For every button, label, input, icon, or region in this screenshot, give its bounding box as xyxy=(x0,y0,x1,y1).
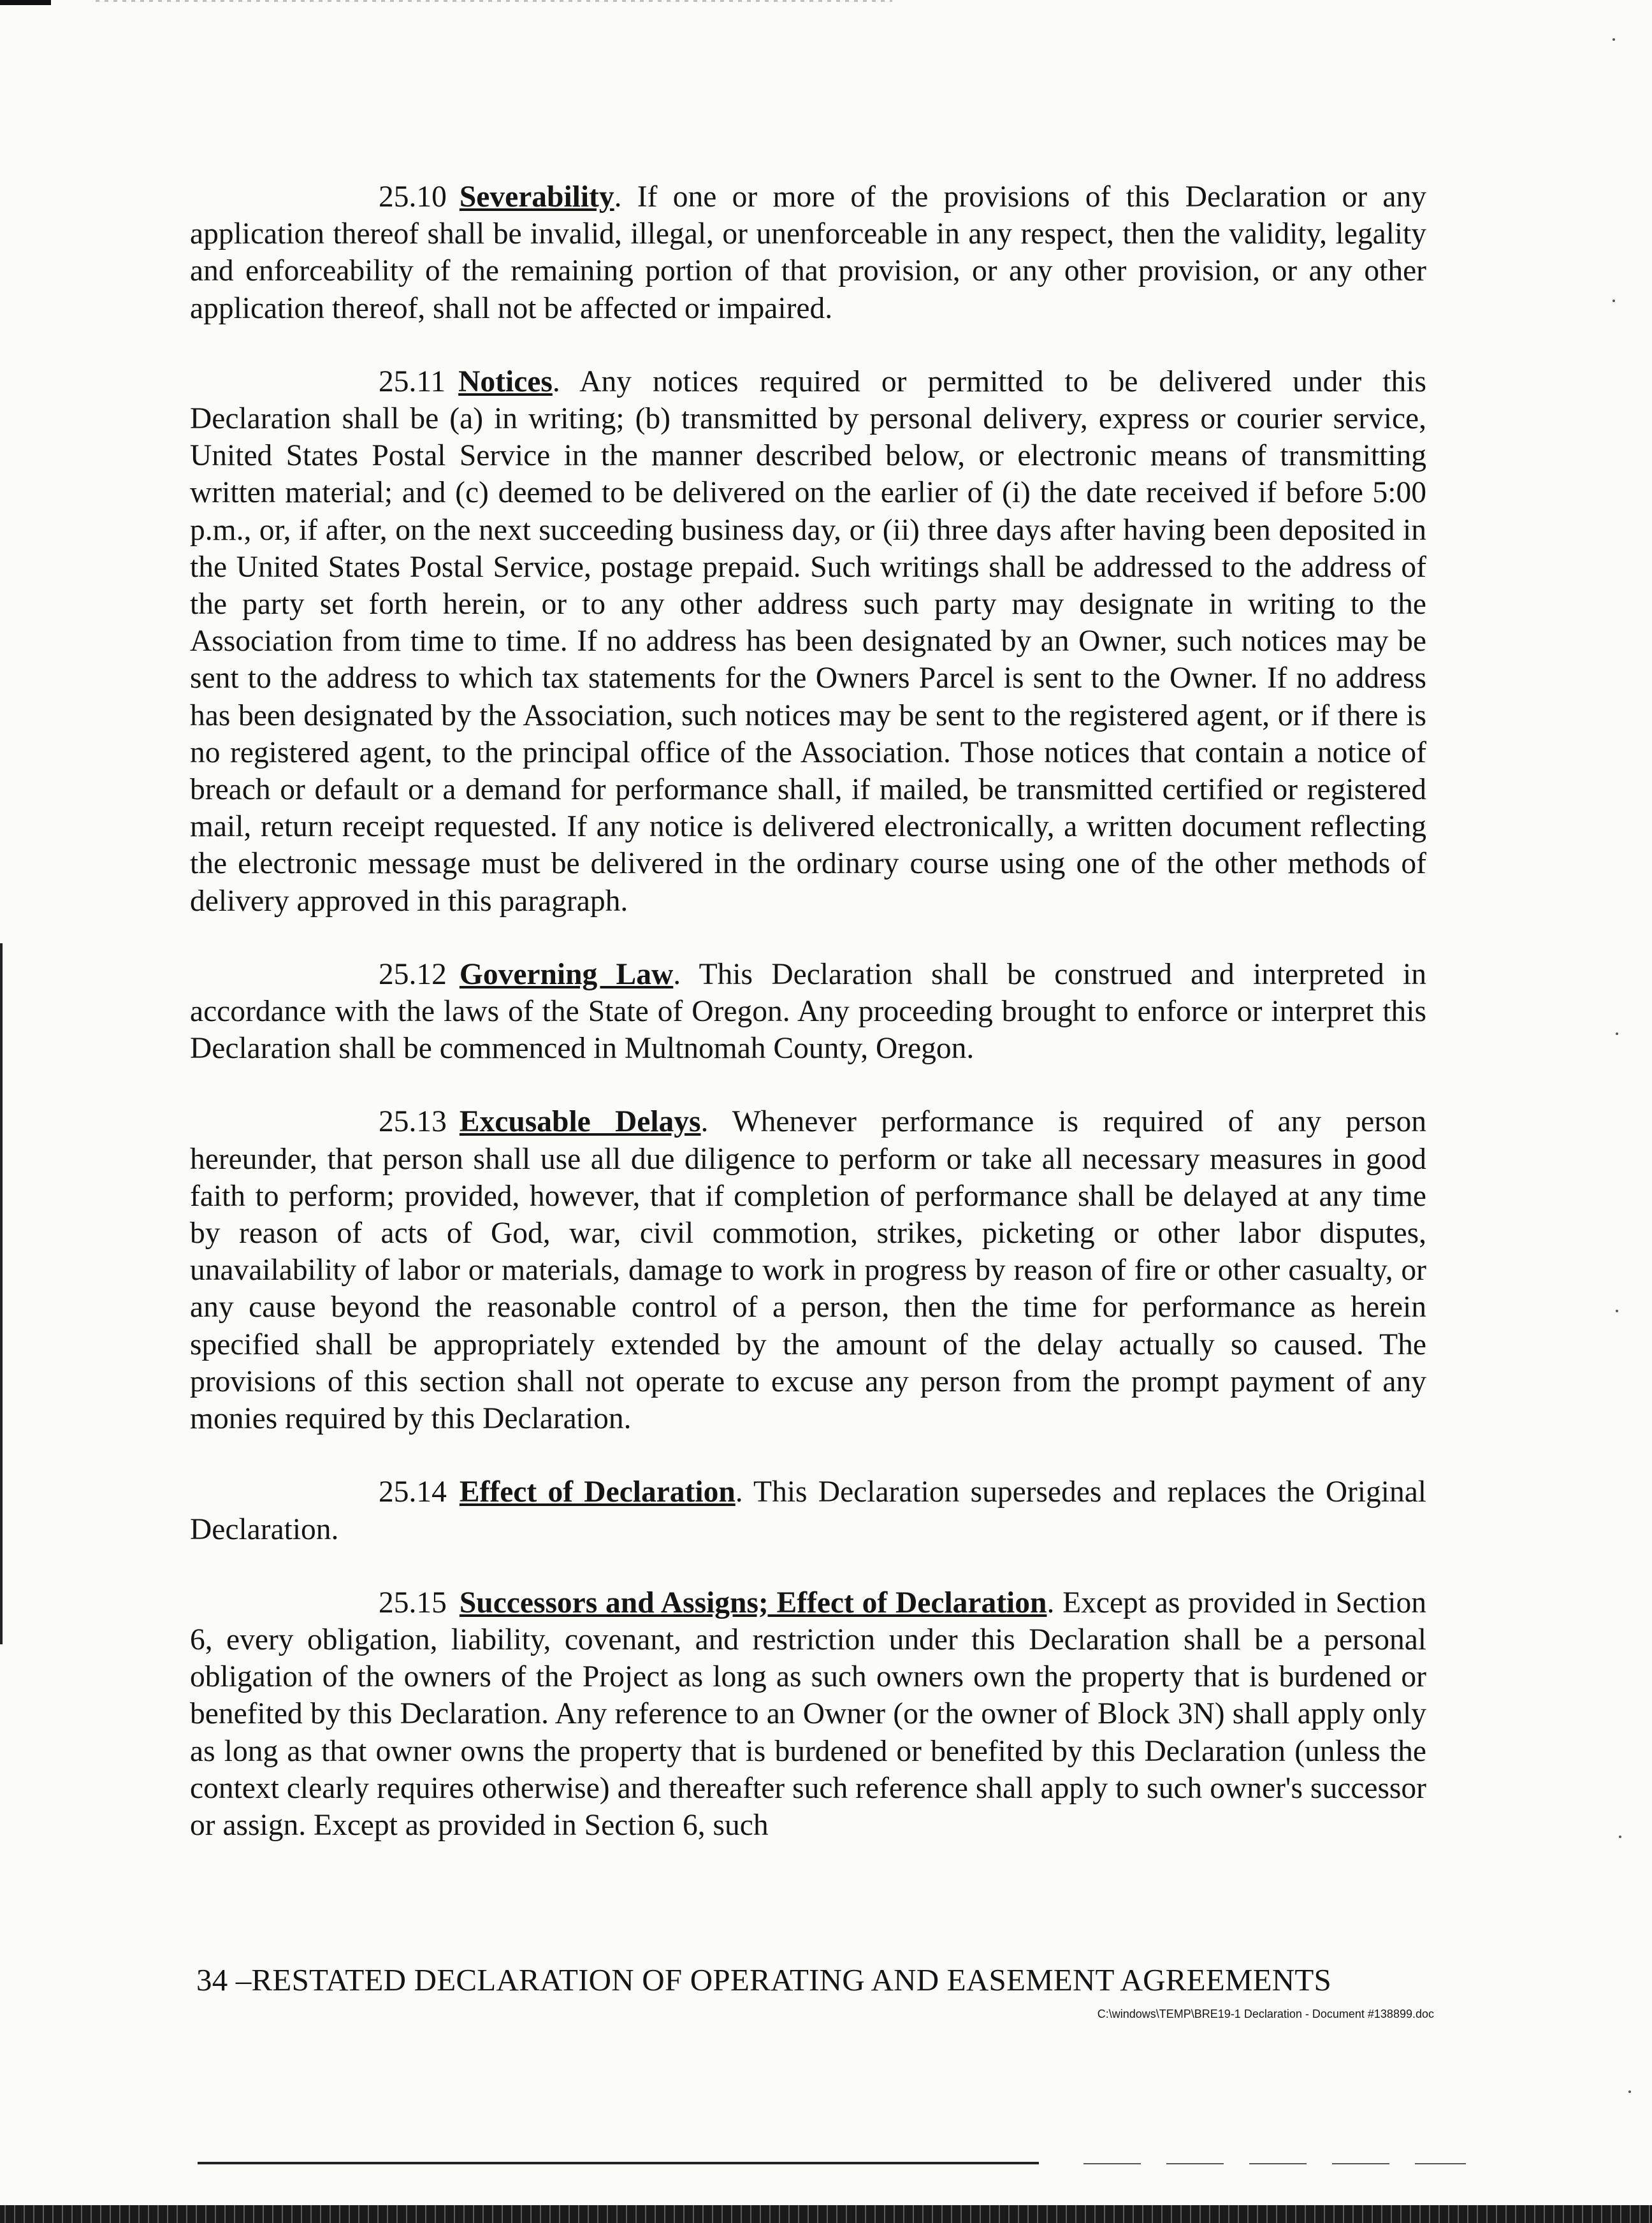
section-text: . If one or more of the provisions of this Declaration or any application thereof shall be invalid, illegal, or unenforceable in any respect, then the validity, legality and enforceability of the remaining portion of that provision, or any other provision, or any other application thereof, shall not be affected or impaired. xyxy=(190,180,1426,325)
section-heading: Notices xyxy=(458,365,553,398)
section-number: 25.11 xyxy=(379,365,446,398)
scan-noise xyxy=(96,0,892,2)
scan-bottom-artifact xyxy=(0,2205,1652,2223)
scan-speck xyxy=(1628,2090,1631,2093)
section-25-12 xyxy=(190,956,1426,1068)
section-number: 25.14 xyxy=(379,1475,447,1509)
section-25-10 xyxy=(190,178,1426,327)
scan-top-artifact xyxy=(0,0,1652,8)
scan-speck xyxy=(1612,38,1615,41)
section-text: . Any notices required or permitted to be delivered under this Declaration shall be (a) in writing; (b) transmitted by personal delivery, express or courier service, United States Postal Service in the manner described below, or electronic means of transmitting written material; and (c) deemed to be delivered on the earlier of (i) the date received if before 5:00 p.m., or, if after, on the next succeeding business day, or (ii) three days after having been deposited in the United States Postal Service, postage prepaid. Such writings shall be addressed to the address of the party set forth herein, or to any other address such party may designate in writing to the Association from time to time. If no address has been designated by an Owner, such notices may be sent to the address to which tax statements for the Owners Parcel is sent to the Owner. If no address has been designated by the Association, such notices may be sent to the registered agent, or if there is no registered agent, to the principal office of the Association. Those notices that contain a notice of breach or default or a demand for performance shall, if mailed, be transmitted certified or registered mail, return receipt requested. If any notice is delivered electronically, a written document reflecting the electronic message must be delivered in the ordinary course using one of the other methods of delivery approved in this paragraph. xyxy=(190,365,1426,918)
section-25-15 xyxy=(190,1584,1426,1844)
scan-rule-artifact xyxy=(198,2162,1039,2164)
section-heading: Excusable Delays xyxy=(459,1105,701,1139)
section-25-14 xyxy=(190,1474,1426,1547)
section-text: . Whenever performance is required of any person hereunder, that person shall use all due diligence to perform or take all necessary measures in good faith to perform; provided, however, that if completion of performance shall be delayed at any time by reason of acts of God, war, civil commotion, strikes, picketing or other labor disputes, unavailability of labor or materials, damage to work in progress by reason of fire or other casualty, or any cause beyond the reasonable control of a person, then the time for performance as herein specified shall be appropriately extended by the amount of the delay actually so caused. The provisions of this section shall not operate to excuse any person from the prompt payment of any monies required by this Declaration. xyxy=(190,1105,1426,1436)
footer-title: 34 –RESTATED DECLARATION OF OPERATING AND EASEMENT AGREEMENTS xyxy=(196,1962,1331,1997)
scan-mark xyxy=(0,0,51,5)
footer-file-path: C:\windows\TEMP\BRE19-1 Declaration - Document #138899.doc xyxy=(1097,2008,1434,2020)
section-heading: Severability xyxy=(459,180,614,214)
scan-speck xyxy=(1619,1836,1621,1838)
section-number: 25.10 xyxy=(379,180,447,214)
section-text: . This Declaration shall be construed and interpreted in accordance with the laws of the State of Oregon. Any proceeding brought to enforce or interpret this Declaration shall be commenced in Multnomah County, Oregon. xyxy=(190,957,1426,1066)
section-number: 25.12 xyxy=(379,957,447,991)
section-heading: Successors and Assigns; Effect of Declaration xyxy=(459,1586,1047,1619)
section-text: . Except as provided in Section 6, every obligation, liability, covenant, and restriction under this Declaration shall be a personal obligation of the owners of the Project as long as such owners own the property that is burdened or benefited by this Declaration. Any reference to an Owner (or the owner of Block 3N) shall apply only as long as that owner owns the property that is burdened or benefited by this Declaration (unless the context clearly requires otherwise) and thereafter such reference shall apply to such owner's successor or assign. Except as provided in Section 6, such xyxy=(190,1586,1427,1842)
section-number: 25.15 xyxy=(379,1586,447,1619)
section-25-11 xyxy=(190,363,1426,920)
scan-speck xyxy=(1612,300,1615,302)
section-text: . This Declaration supersedes and replaces the Original Declaration. xyxy=(190,1475,1426,1546)
scan-dash-artifact xyxy=(1083,2163,1466,2164)
scan-speck xyxy=(1616,1032,1618,1035)
scan-speck xyxy=(1616,1310,1618,1312)
scan-edge-artifact xyxy=(0,943,3,1644)
section-heading: Governing Law xyxy=(459,957,674,991)
section-number: 25.13 xyxy=(379,1105,447,1139)
document-body xyxy=(190,178,1426,1880)
section-25-13 xyxy=(190,1103,1426,1437)
section-heading: Effect of Declaration xyxy=(459,1475,735,1509)
